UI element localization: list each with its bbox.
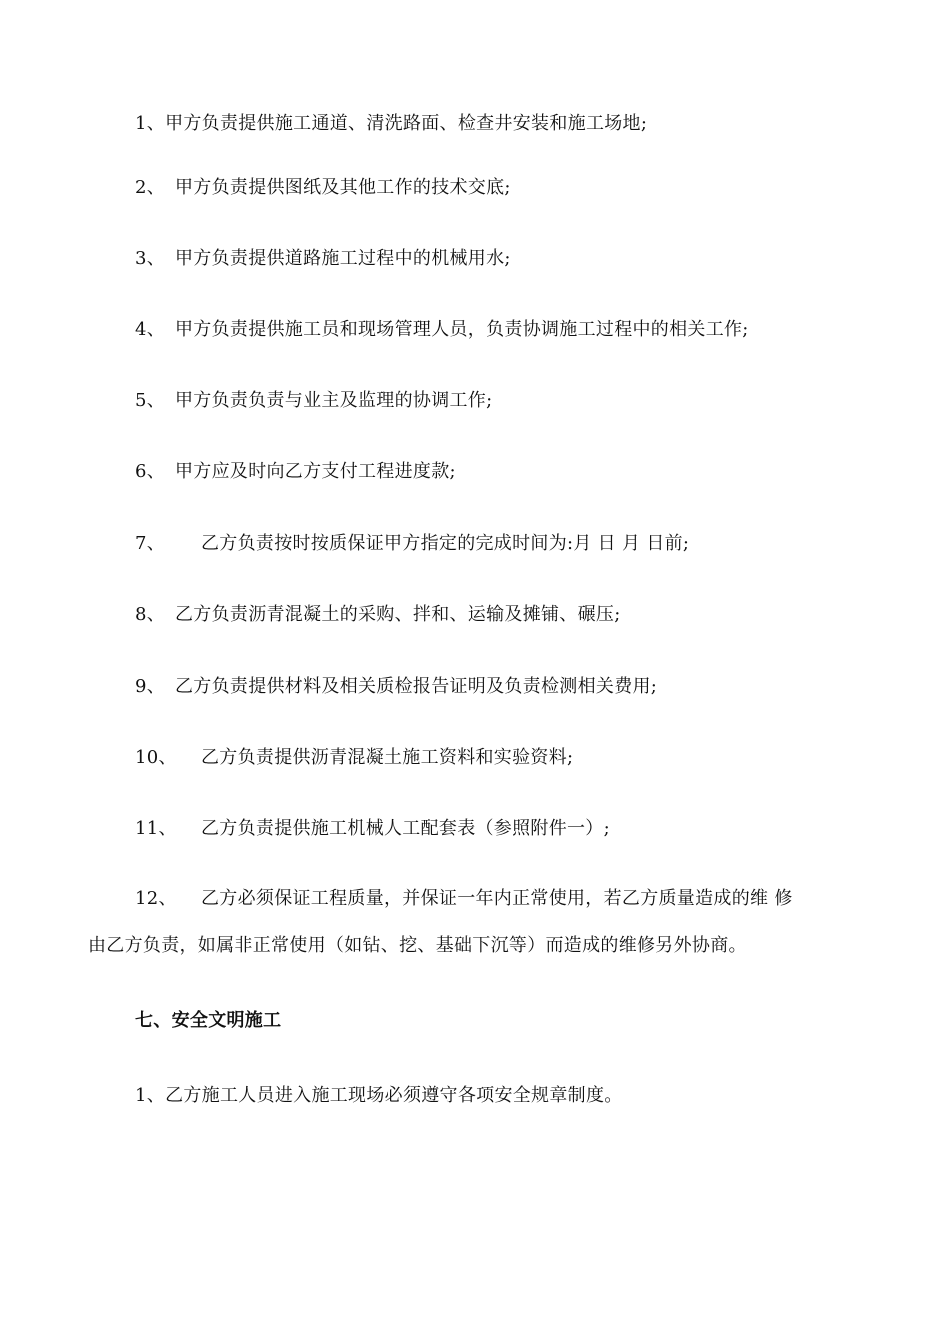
- item-number: 10、: [135, 747, 177, 768]
- item-text: 甲方负责提供图纸及其他工作的技术交底;: [175, 177, 511, 198]
- list-item: [135, 247, 511, 271]
- list-item-continuation: [88, 934, 747, 958]
- list-item: [135, 112, 647, 136]
- item-number: 9、: [135, 676, 166, 697]
- list-item: [135, 1084, 623, 1108]
- item-number: 2、: [135, 177, 166, 198]
- item-number: 1、: [135, 1085, 166, 1106]
- item-number: 11、: [135, 818, 177, 839]
- item-number: 5、: [135, 390, 166, 411]
- list-item: [135, 603, 621, 627]
- item-text: 乙方负责提供沥青混凝土施工资料和实验资料;: [201, 747, 574, 768]
- item-text: 乙方负责沥青混凝土的采购、拌和、运输及摊铺、碾压;: [175, 604, 621, 625]
- list-item: [135, 746, 573, 770]
- item-text: 由乙方负责，如属非正常使用（如钻、挖、基础下沉等）而造成的维修另外协商。: [88, 935, 747, 956]
- item-number: 12、: [135, 888, 177, 909]
- list-item: [135, 675, 657, 699]
- item-text: 甲方负责负责与业主及监理的协调工作;: [175, 390, 493, 411]
- item-number: 6、: [135, 461, 166, 482]
- list-item: [135, 389, 492, 413]
- item-number: 1、: [135, 113, 166, 134]
- item-text: 乙方负责提供施工机械人工配套表（参照附件一）;: [201, 818, 610, 839]
- list-item: [135, 318, 749, 342]
- list-item: [135, 532, 689, 556]
- item-text: 乙方必须保证工程质量，并保证一年内正常使用，若乙方质量造成的维 修: [201, 888, 793, 909]
- item-text: 甲方负责提供施工员和现场管理人员，负责协调施工过程中的相关工作;: [175, 319, 749, 340]
- item-number: 7、: [135, 533, 166, 554]
- item-number: 3、: [135, 248, 166, 269]
- list-item: [135, 817, 610, 841]
- item-text: 乙方负责提供材料及相关质检报告证明及负责检测相关费用;: [175, 676, 658, 697]
- list-item: [135, 460, 456, 484]
- item-text: 乙方施工人员进入施工现场必须遵守各项安全规章制度。: [165, 1085, 623, 1106]
- list-item: [135, 887, 793, 911]
- section-heading: 七、安全文明施工: [135, 1010, 282, 1031]
- item-text: 甲方负责提供道路施工过程中的机械用水;: [175, 248, 511, 269]
- list-item: [135, 176, 511, 200]
- item-number: 8、: [135, 604, 166, 625]
- item-number: 4、: [135, 319, 166, 340]
- item-text: 乙方负责按时按质保证甲方指定的完成时间为:月 日 月 日前;: [201, 533, 690, 554]
- item-text: 甲方应及时向乙方支付工程进度款;: [175, 461, 456, 482]
- item-text: 甲方负责提供施工通道、清洗路面、检查井安装和施工场地;: [165, 113, 648, 134]
